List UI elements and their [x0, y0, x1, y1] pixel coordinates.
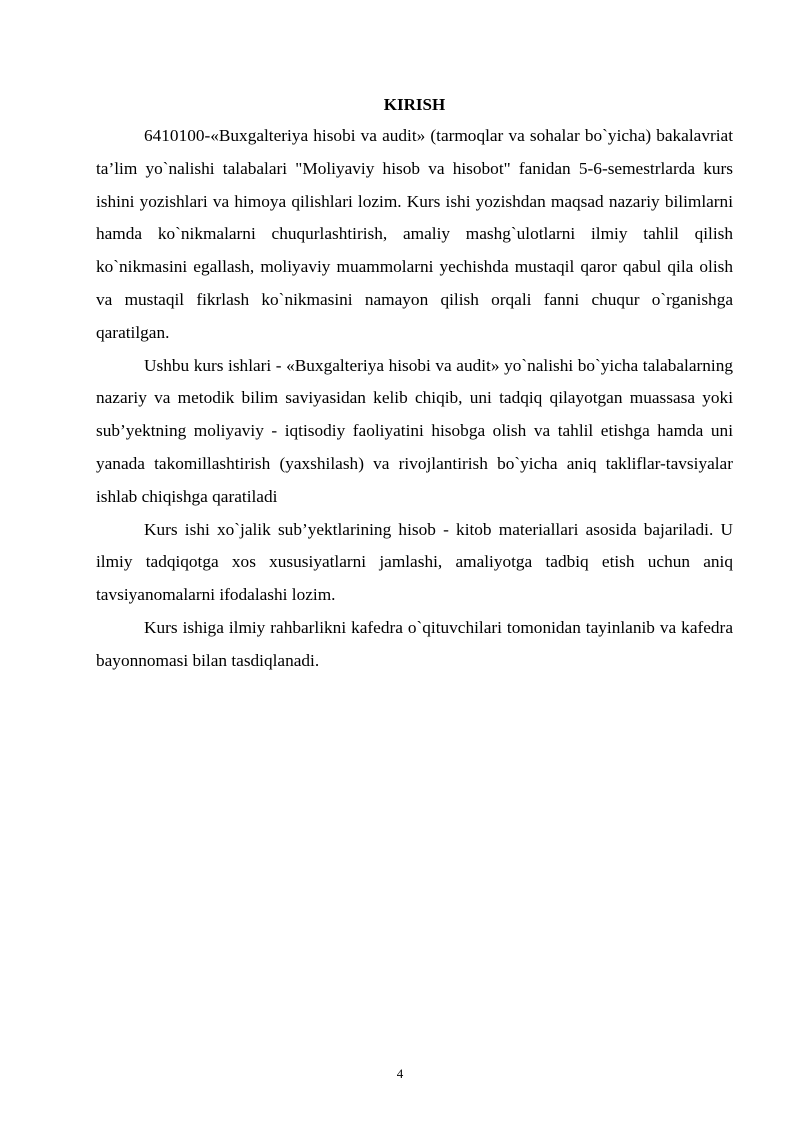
- page-title: KIRISH: [383, 95, 446, 114]
- page-content: [96, 92, 733, 678]
- paragraph-materials: Kurs ishi xo`jalik sub’yektlarining hisob - kitob materiallari asosida bajariladi. U ilmiy tadqiqotga xos xususiyatlarni jamlashi, amaliyotga tadbiq etish uchun aniq tavsiyanomalarni ifodalashi lozim.: [96, 519, 733, 605]
- paragraph-intro: 6410100-«Buxgalteriya hisobi va audit» (tarmoqlar va sohalar bo`yicha) bakalavriat ta’lim yo`nalishi talabalari "Moliyaviy hisob va hisobot" fanidan 5-6-semestrlarda kurs ishini yozishlari va himoya qilishlari lozim. Kurs ishi yozishdan maqsad nazariy bilimlarni hamda ko`nikmalarni chuqurlashtirish, amaliy mashg`ulotlarni ilmiy tahlil qilish ko`nikmasini egallash, moliyaviy muammolarni yechishda mustaqil qaror qabul qila olish va mustaqil fikrlash ko`nikmasini namayon qilish orqali fanni chuqur o`rganishga qaratilgan.: [96, 126, 733, 342]
- paragraph-course-work-purpose: Ushbu kurs ishlari - «Buxgalteriya hisobi va audit» yo`nalishi bo`yicha talabalarning nazariy va metodik bilim saviyasidan kelib chiqib, uni tadqiq qilayotgan muassasa yoki sub’yektning moliyaviy - iqtisodiy faoliyatini hisobga olish va tahlil etishga hamda uni yanada takomillashtirish (yaxshilash) va rivojlantirish bo`yicha aniq takliflar-tavsiyalar ishlab chiqishga qaratiladi: [96, 355, 733, 506]
- paragraph-supervision: Kurs ishiga ilmiy rahbarlikni kafedra o`qituvchilari tomonidan tayinlanib va kafedra bayonnomasi bilan tasdiqlanadi.: [96, 617, 733, 670]
- page-number: 4: [396, 1066, 404, 1081]
